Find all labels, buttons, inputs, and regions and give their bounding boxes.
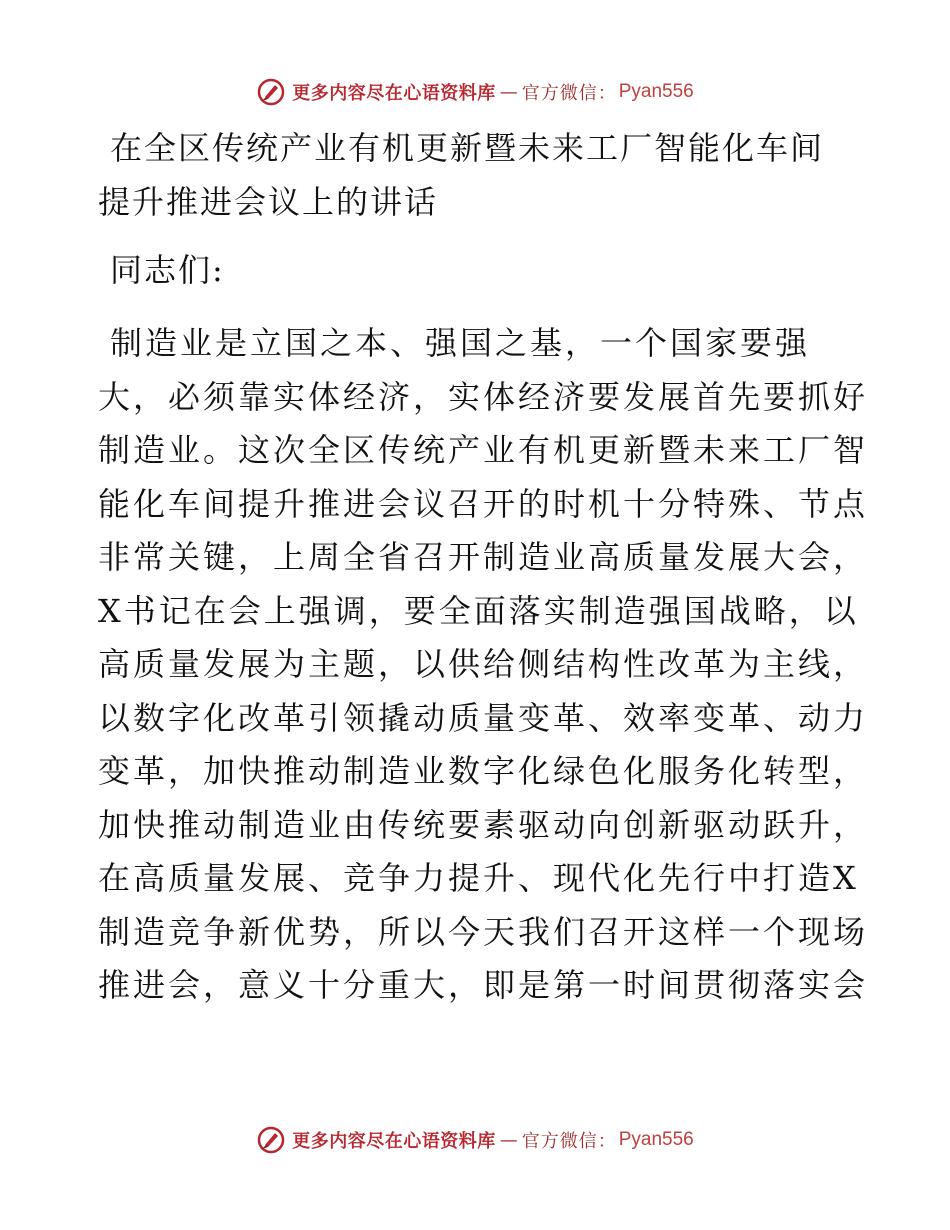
watermark-separator: — (499, 81, 518, 103)
body-line: 非常关键，上周全省召开制造业高质量发展大会， (98, 538, 869, 576)
body-line: 制造竞争新优势，所以今天我们召开这样一个现场 (98, 912, 869, 951)
watermark-brand-text: 更多内容尽在心语资料库 (292, 1131, 496, 1152)
footer-watermark (0, 1120, 950, 1160)
body-line: 变革，加快推动制造业数字化绿色化服务化转型， (98, 752, 869, 790)
body-paragraph (98, 317, 869, 1013)
body-line: X书记在会上强调，要全面落实制造强国战略，以 (98, 591, 859, 630)
body-line: 以数字化改革引领撬动质量变革、效率变革、动力 (98, 698, 869, 737)
brand-logo-icon (256, 1125, 286, 1155)
watermark-separator: — (499, 1129, 518, 1151)
title-line-2: 提升推进会议上的讲话 (98, 182, 439, 221)
salutation: 同志们: (110, 251, 225, 289)
watermark-wechat-label: 官方微信： (521, 1131, 617, 1152)
watermark-wechat-label: 官方微信： (521, 83, 617, 104)
document-content (98, 124, 869, 1013)
body-line: 制造业。这次全区传统产业有机更新暨未来工厂智 (98, 431, 869, 469)
watermark-wechat-id: Pyan556 (618, 81, 694, 102)
header-watermark (0, 72, 950, 112)
body-line: 推进会，意义十分重大，即是第一时间贯彻落实会 (98, 966, 869, 1004)
document-title (98, 124, 858, 231)
watermark-wechat-id: Pyan556 (618, 1129, 694, 1150)
body-line: 加快推动制造业由传统要素驱动向创新驱动跃升， (98, 805, 869, 844)
body-line: 大，必须靠实体经济，实体经济要发展首先要抓好 (98, 377, 869, 416)
brand-logo-icon (256, 77, 286, 107)
body-line: 高质量发展为主题，以供给侧结构性改革为主线， (98, 645, 869, 683)
body-line: 制造业是立国之本、强国之基，一个国家要强 (110, 324, 811, 362)
title-line-1: 在全区传统产业有机更新暨未来工厂智能化车间 (110, 129, 825, 167)
watermark-brand-text: 更多内容尽在心语资料库 (292, 83, 496, 104)
body-line: 在高质量发展、竞争力提升、现代化先行中打造X (98, 859, 859, 897)
body-line: 能化车间提升推进会议召开的时机十分特殊、节点 (98, 484, 869, 523)
